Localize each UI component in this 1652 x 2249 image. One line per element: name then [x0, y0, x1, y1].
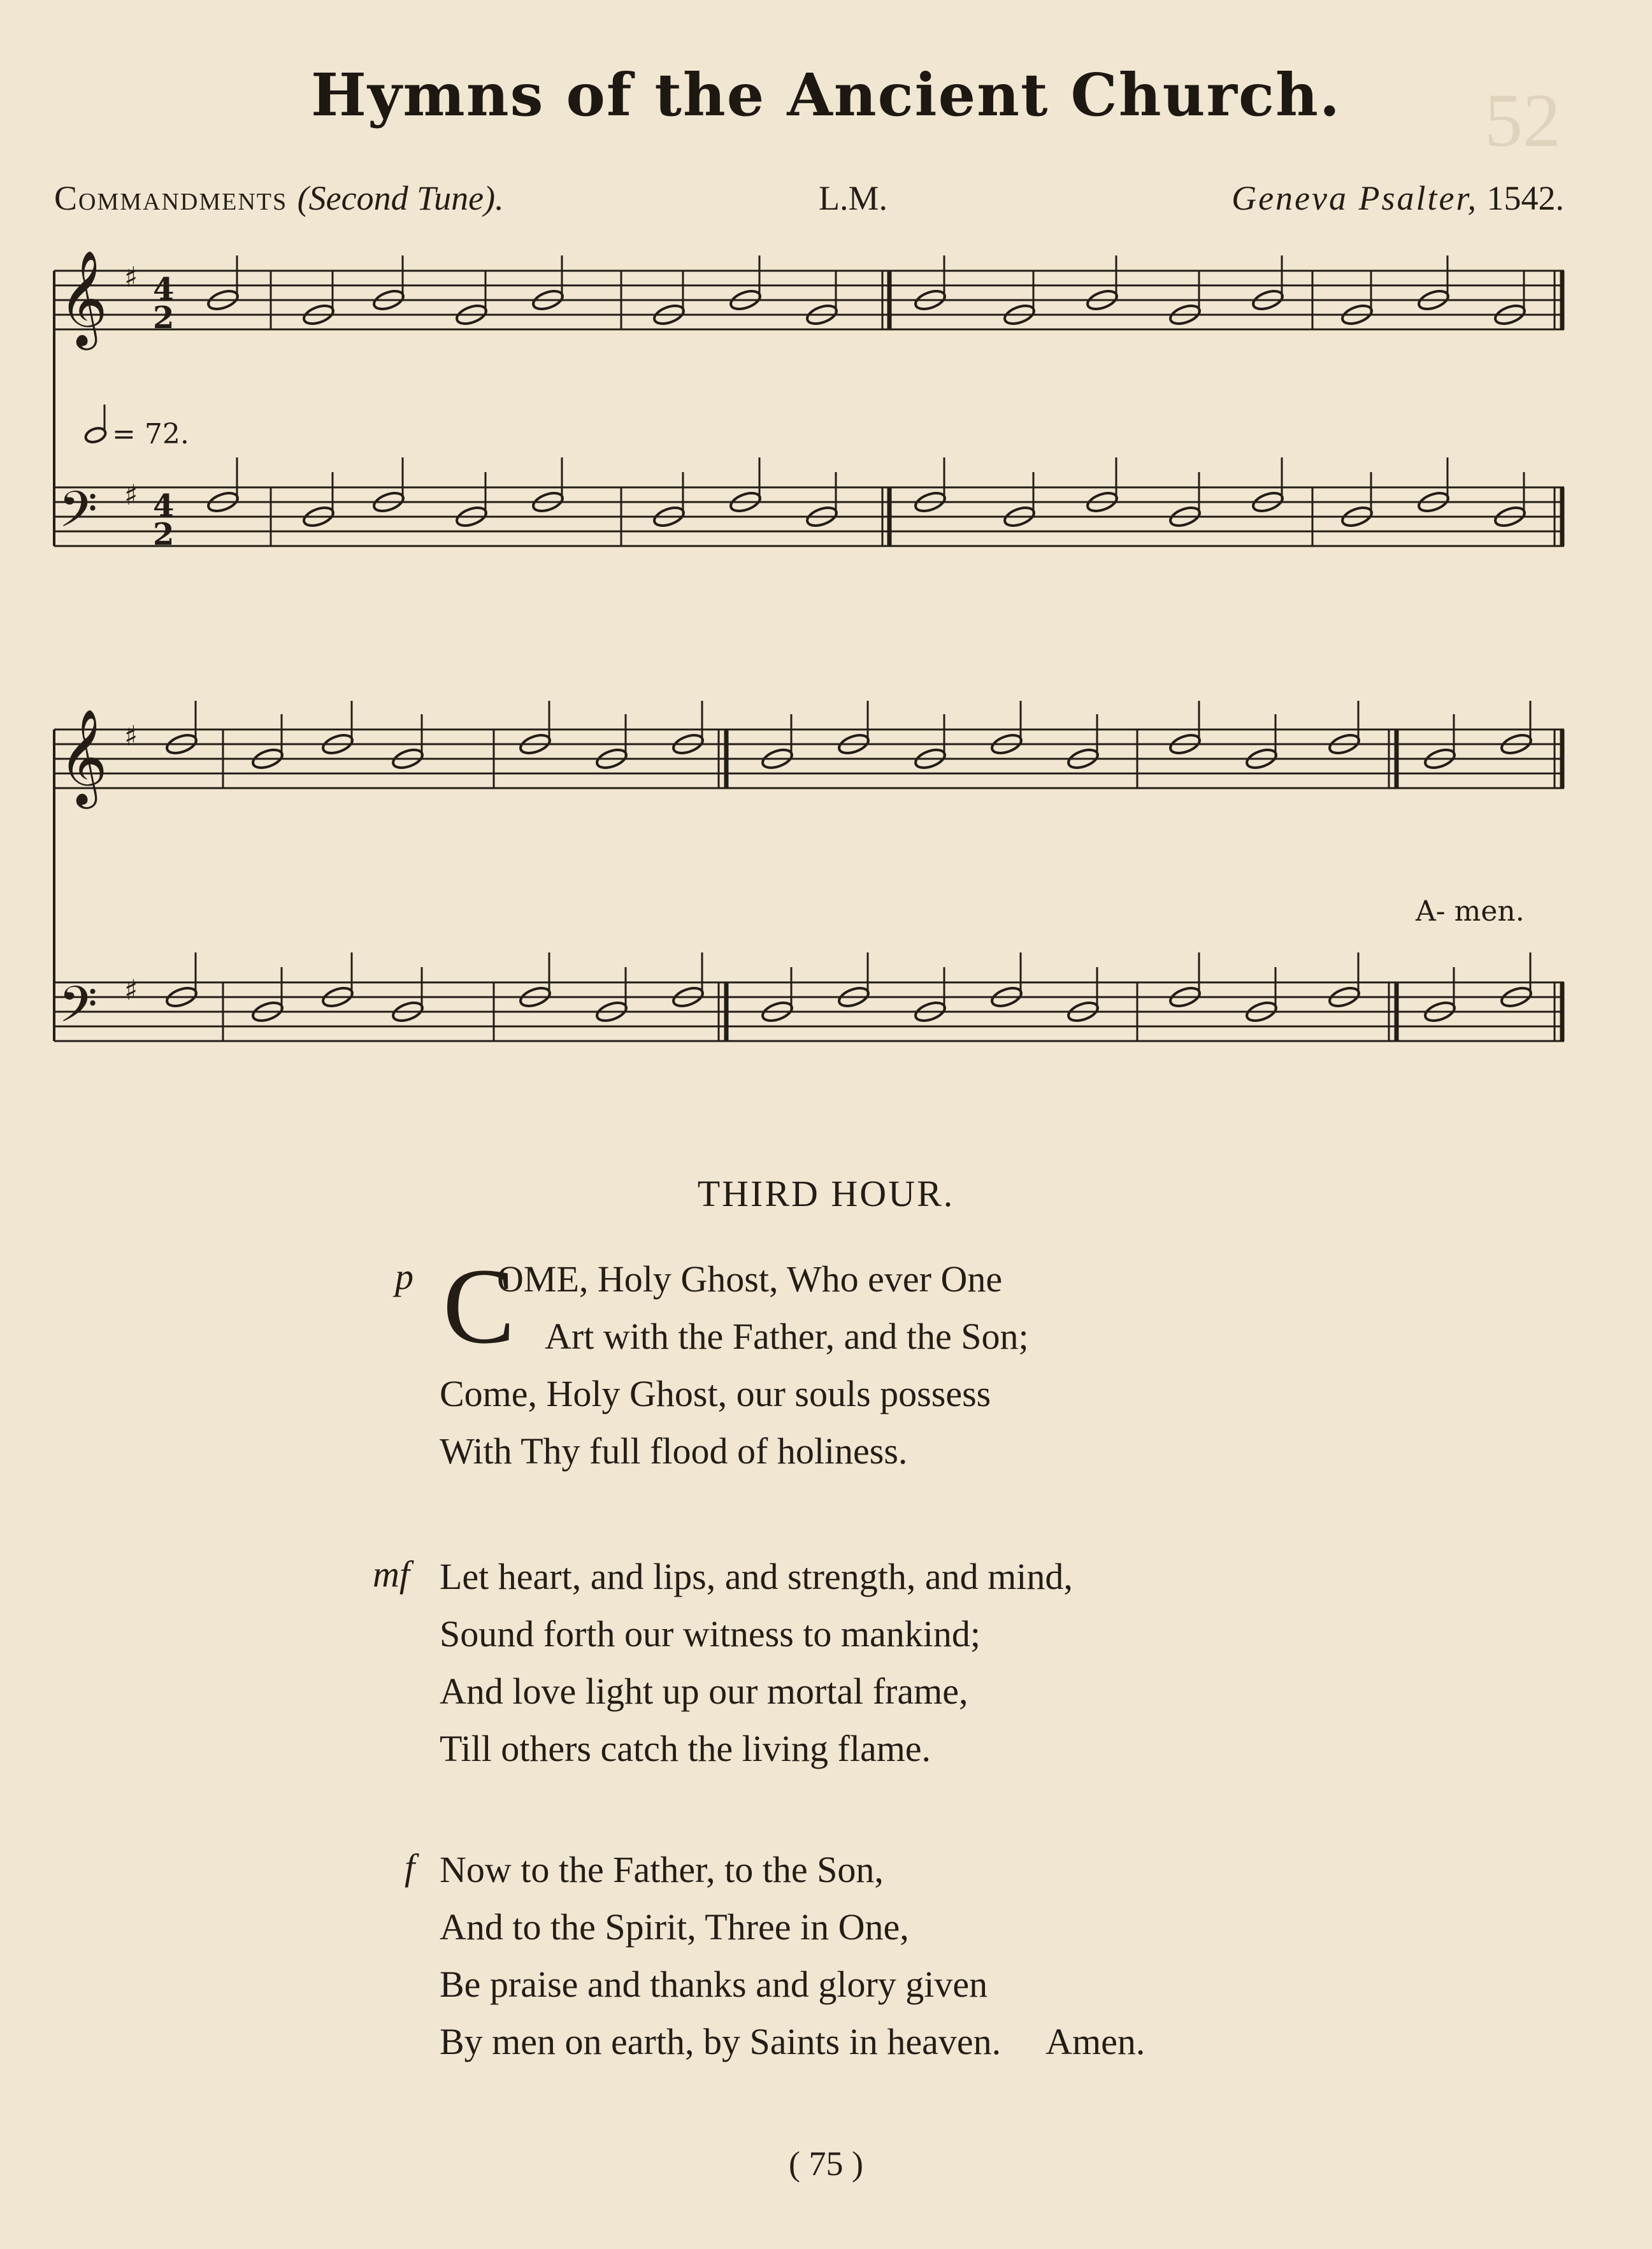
system-2-notes — [164, 701, 1533, 1024]
bass-clef-icon: 𝄢 — [59, 481, 98, 551]
verse-line: Now to the Father, to the Son, — [440, 1849, 884, 1890]
verse-2 — [440, 1548, 1073, 1778]
treble-notes-1 — [206, 255, 1526, 327]
hymn-title: THIRD HOUR. — [697, 1173, 955, 1214]
verse-line: OME, Holy Ghost, Who ever One — [497, 1258, 1003, 1300]
amen-lyric: A- men. — [1416, 895, 1525, 928]
dynamic-mark-2: mf — [373, 1553, 410, 1595]
time-sig-numerator-bass: 4 — [153, 488, 175, 524]
treble-clef-icon: 𝄞 — [59, 249, 108, 346]
dynamic-mark-1: p — [395, 1256, 413, 1297]
verse-line: With Thy full flood of holiness. — [440, 1430, 908, 1472]
barlines-2 — [223, 729, 1562, 1041]
tune-name: Commandments (Second Tune). — [54, 179, 504, 217]
verse-line: Sound forth our witness to mankind; — [440, 1613, 981, 1655]
time-sig-numerator: 4 — [153, 271, 175, 307]
music-system-1 — [0, 242, 1652, 656]
verse-line: Till others catch the living flame. — [440, 1728, 931, 1769]
show-through-page-number: 52 — [1484, 78, 1561, 162]
tempo-marking: = 72. — [112, 418, 189, 450]
verse-line: By men on earth, by Saints in heaven. Amen. — [440, 2021, 1146, 2062]
verse-1 — [440, 1251, 1029, 1480]
music-system-2 — [0, 701, 1652, 1115]
key-sharp-treble-icon: ♯ — [124, 720, 138, 752]
key-sharp-bass-icon: ♯ — [124, 974, 138, 1007]
verse-line: Come, Holy Ghost, our souls possess — [440, 1373, 991, 1414]
tune-header — [54, 178, 1564, 223]
verse-line: And love light up our mortal frame, — [440, 1671, 968, 1712]
time-sig-denominator: 2 — [153, 300, 175, 336]
verse-line: Be praise and thanks and glory given — [440, 1964, 988, 2005]
treble-clef-icon: 𝄞 — [59, 708, 108, 805]
tune-meter: L.M. — [819, 179, 887, 217]
drop-cap: C — [443, 1246, 515, 1366]
dynamic-mark-3: f — [405, 1846, 415, 1888]
bass-notes-2 — [164, 952, 1533, 1024]
tune-variant: (Second Tune). — [297, 179, 504, 217]
bass-clef-icon: 𝄢 — [59, 976, 98, 1046]
tune-source: Geneva Psalter, 1542. — [1232, 179, 1564, 217]
verse-3 — [440, 1841, 1145, 2071]
bass-notes-1 — [206, 457, 1526, 529]
time-sig-denominator-bass: 2 — [153, 517, 175, 552]
verse-line: Let heart, and lips, and strength, and mind, — [440, 1556, 1073, 1597]
treble-notes-2 — [164, 701, 1533, 771]
verse-line: Art with the Father, and the Son; — [545, 1316, 1029, 1357]
amen-text: Amen. — [1045, 2021, 1146, 2062]
page-title: Hymns of the Ancient Church. — [311, 61, 1341, 129]
page-number: ( 75 ) — [789, 2145, 863, 2183]
verse-line: And to the Spirit, Three in One, — [440, 1906, 909, 1948]
key-sharp-bass-icon: ♯ — [124, 479, 138, 512]
key-sharp-treble-icon: ♯ — [124, 261, 138, 294]
